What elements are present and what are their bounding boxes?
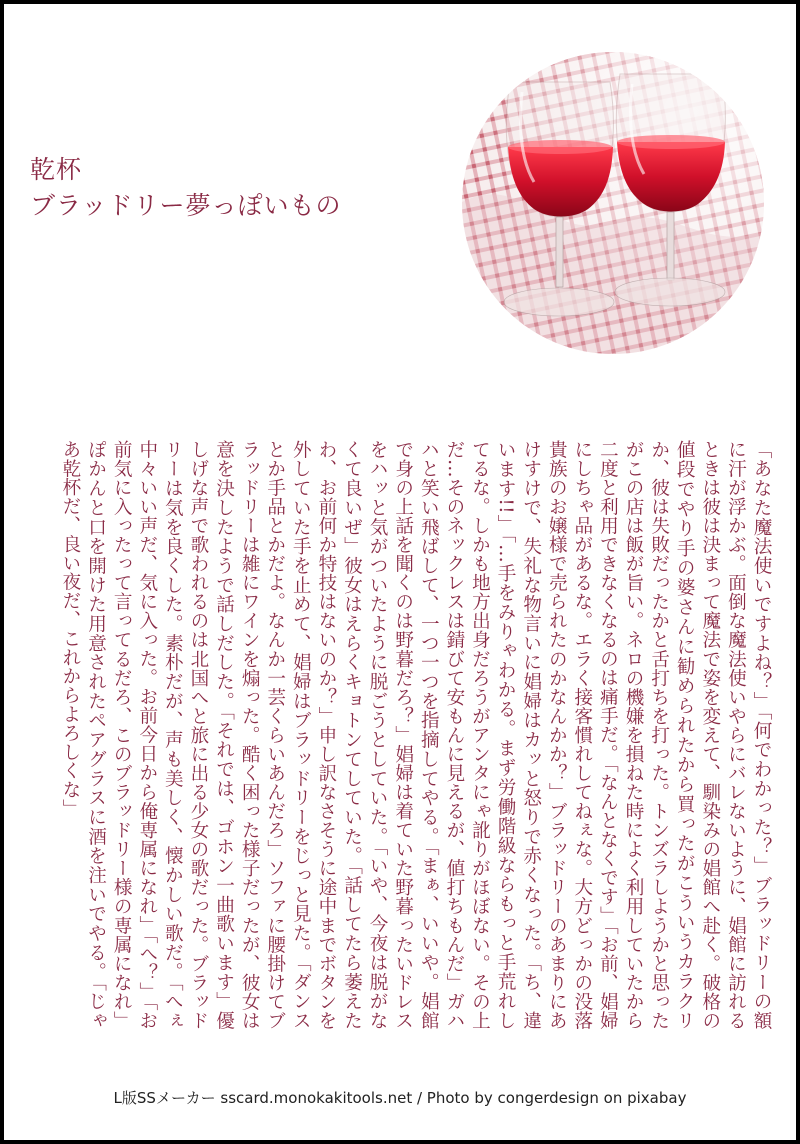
title-block: [30, 152, 342, 224]
story-body: 「あなた魔法使いですよね？」「何でわかった？」ブラッドリーの額に汗が浮かぶ。面倒な魔法使いやらにバレないように、娼館に訪れるときは彼は決まって魔法で姿を変えて、馴染みの娼館へ赴く。破格の値段でやり手の婆さんに勧められたから買ったがこういうカラクリか、彼は失敗だったかと舌打ちを打った。トンズラしようかと思ったがこの店は飯が旨い。ネロの機嫌を損ねた時によく利用していたから二度と利用できなくなるのは痛手だ。「なんとなくです」「お前、娼婦にしちゃ品があるな。エラく接客慣れしてねぇな。大方どっかの没落貴族のお嬢様で売られたのかなんかか？」ブラッドリーのあまりにあけすけで、失礼な物言いに娼婦はカッと怒りで赤くなった。「ち、違います!!」「…手をみりゃわかる。まず労働階級ならもっと手荒れしてるな。しかも地方出身だろうがアンタにゃ訛りがほぼない。その上だ…そのネックレスは錆びて安もんに見えるが、値打ちもんだ」ガハハと笑い飛ばして、一つ一つを指摘してやる。「まぁ、いいや。娼館で身の上話を聞くのは野暮だろ？」娼婦は着ていた野暮ったいドレスをハッと気がついたように脱ごうとしていた。「いや、今夜は脱がなくて良いぜ」彼女はえらくキョトンてしていた。「話してたら萎えたわ、お前何か特技はないのか？」申し訳なさそうに途中までボタンを外していた手を止めて、娼婦はブラッドリーをじっと見た。「ダンスとか手品とかだよ。なんか一芸くらいあんだろ」ソファに腰掛けてブラッドリーは雑にワインを煽った。酷く困った様子だったが、彼女は意を決したようで話しだした。「それでは、ゴホン一曲歌います」優しげな声で歌われるのは北国へと旅に出る少女の歌だった。ブラッドリーは気を良くした。素朴だが、声も美しく、懐かしい歌だ。「へぇ中々いい声だ、気に入った。お前今日から俺専属になれ」「へ？」「お前気に入ったって言ってるだろ、このブラッドリー様の専属になれ」ぽかんと口を開けた用意されたペアグラスに酒を注いでやる。「じゃあ乾杯だ、良い夜だ、これからよろしくな」: [59, 440, 772, 1030]
title-line-1: 乾杯: [30, 155, 83, 184]
title-line-2: ブラッドリー夢っぽいもの: [30, 191, 342, 220]
wine-glasses-photo: [462, 52, 764, 354]
footer-credit: L版SSメーカー sscard.monokakitools.net / Photo by congerdesign on pixabay: [113, 1089, 687, 1107]
story-card: [4, 4, 796, 1140]
